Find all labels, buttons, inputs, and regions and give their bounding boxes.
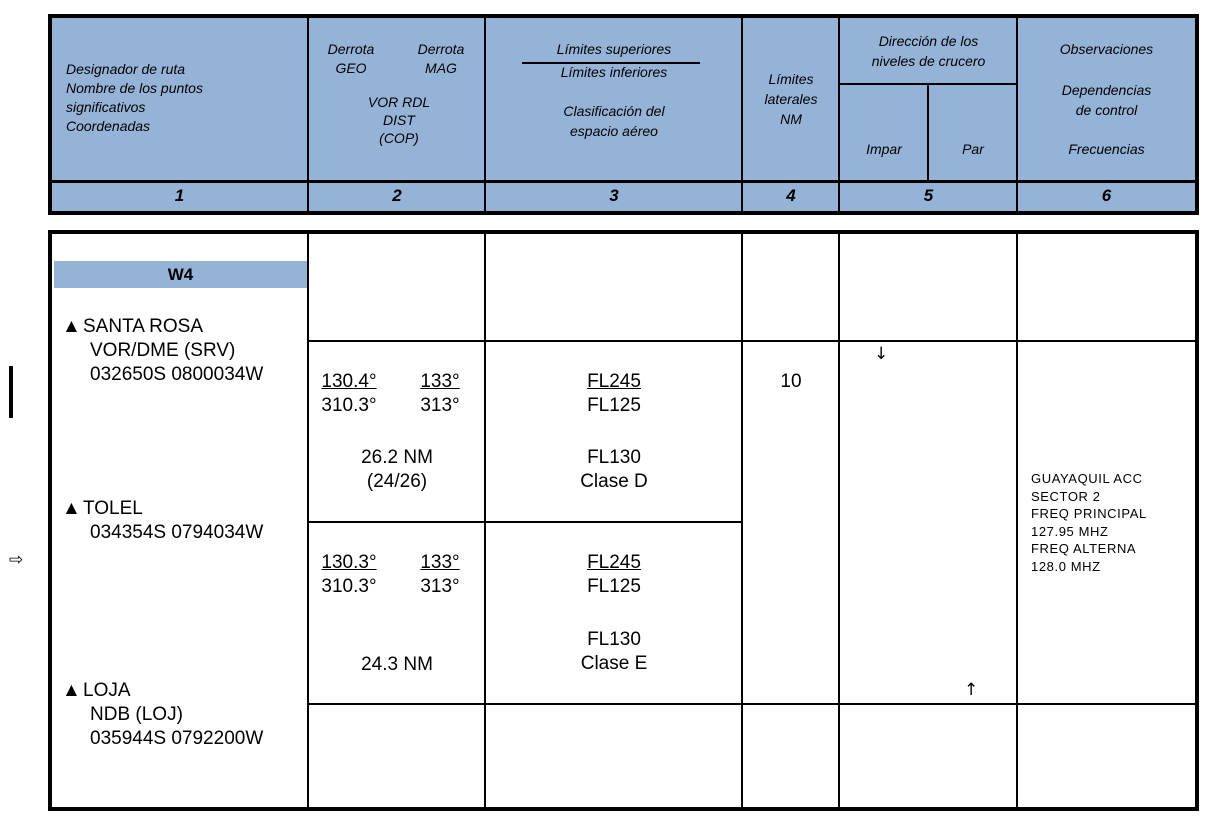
segment1-distance (309, 446, 485, 494)
segment2-geo-track (314, 551, 384, 599)
header-label: Límites (768, 71, 814, 87)
header-odd: Impar (866, 141, 902, 157)
header-derrota-geo (314, 40, 388, 78)
header-label: Dependencias (1061, 82, 1152, 98)
point-name: TOLEL (83, 498, 143, 519)
geo-track-in: 310.3° (321, 395, 377, 416)
divider (1016, 234, 1018, 807)
header-label: Coordenadas (66, 118, 151, 134)
lateral-limits: 10 (780, 371, 802, 392)
point-type: NDB (LOJ) (90, 704, 183, 725)
header-classification (486, 101, 742, 141)
segment2-class (486, 628, 742, 676)
point-name: SANTA ROSA (83, 316, 204, 337)
column-number: 6 (1101, 186, 1112, 205)
geo-track-out: 130.4° (321, 371, 377, 392)
segment2-mag-track (408, 551, 472, 599)
header-label: espacio aéreo (570, 123, 658, 139)
airspace-class: Clase D (580, 471, 648, 492)
triangle-icon: ▲ (62, 316, 81, 337)
remarks (1031, 470, 1147, 575)
min-level: FL130 (587, 629, 641, 650)
airspace-class: Clase E (580, 653, 648, 674)
remark-line: FREQ PRINCIPAL (1031, 506, 1147, 521)
column-number: 3 (609, 186, 619, 205)
arrow-right-icon: ⇨ (9, 550, 24, 570)
upper-limit: FL245 (587, 371, 641, 392)
arrow-up-icon: ↑ (964, 680, 979, 700)
geo-track-in: 310.3° (321, 576, 377, 597)
divider (307, 703, 1195, 705)
header-control-units (1018, 80, 1195, 120)
column-number: 5 (923, 186, 934, 205)
remark-line: GUAYAQUIL ACC (1031, 471, 1143, 486)
point-coords: 032650S 0800034W (90, 364, 264, 385)
header-label: Derrota (327, 41, 375, 57)
header-label: laterales (764, 91, 818, 107)
header-cruise-direction (840, 31, 1017, 71)
header-label: de control (1075, 102, 1138, 118)
header-derrota-mag (404, 40, 478, 78)
point-santa-rosa (62, 315, 263, 387)
route-designator: W4 (54, 261, 307, 288)
divider (307, 340, 1195, 342)
header-label: Derrota (417, 41, 465, 57)
mag-track-out: 133° (420, 371, 460, 392)
mag-track-in: 313° (420, 395, 460, 416)
triangle-icon: ▲ (62, 498, 81, 519)
column-number: 4 (786, 186, 796, 205)
divider (839, 83, 1017, 85)
triangle-icon: ▲ (62, 680, 81, 701)
header-label: (COP) (379, 130, 419, 146)
geo-track-out: 130.3° (321, 552, 377, 573)
header-label: MAG (425, 60, 457, 76)
point-coords: 035944S 0792200W (90, 728, 264, 749)
header-observations: Observaciones (1059, 41, 1154, 57)
header-label: GEO (335, 60, 367, 76)
divider (927, 83, 929, 181)
cop: (24/26) (366, 471, 428, 492)
remark-line: FREQ ALTERNA (1031, 541, 1137, 556)
segment1-class (486, 446, 742, 494)
lower-limit: FL125 (587, 395, 641, 416)
distance: 26.2 NM (361, 447, 433, 468)
header-label: NM (780, 111, 802, 127)
divider (307, 521, 742, 523)
header-label: Dirección de los (878, 33, 979, 49)
header-label: VOR RDL (367, 94, 431, 110)
remark-line: SECTOR 2 (1031, 488, 1101, 504)
point-coords: 034354S 0794034W (90, 522, 264, 543)
mag-track-in: 313° (420, 576, 460, 597)
min-level: FL130 (587, 447, 641, 468)
header-col1 (66, 60, 203, 136)
point-tolel (62, 497, 263, 545)
header-label: Designador de ruta (66, 61, 186, 77)
change-bar (9, 366, 13, 418)
header-vor (314, 93, 484, 147)
header-upper-limits: Límites superiores (556, 41, 672, 57)
column-number: 2 (392, 186, 402, 205)
mag-track-out: 133° (420, 552, 460, 573)
upper-limit: FL245 (587, 552, 641, 573)
remark-line: 128.0 MHZ (1031, 558, 1101, 574)
header-lower-limits: Límites inferiores (560, 64, 668, 80)
header-label: niveles de crucero (871, 53, 986, 69)
header-label: Nombre de los puntos (66, 80, 203, 96)
point-loja (62, 679, 263, 751)
segment2-distance: 24.3 NM (361, 654, 433, 675)
arrow-down-icon: ↓ (874, 344, 889, 364)
divider (838, 234, 840, 807)
segment1-mag-track (408, 370, 472, 418)
segment1-limits (486, 370, 742, 418)
point-name: LOJA (83, 680, 131, 701)
header-label: Clasificación del (563, 103, 665, 119)
segment1-geo-track (314, 370, 384, 418)
remark-line: 127.95 MHZ (1031, 523, 1109, 539)
header-even: Par (962, 141, 984, 157)
header-frequencies: Frecuencias (1068, 141, 1145, 157)
column-number: 1 (174, 186, 185, 205)
point-type: VOR/DME (SRV) (90, 340, 236, 361)
header-label: DIST (383, 112, 415, 128)
header-label: significativos (66, 99, 146, 115)
header-lateral-limits (743, 69, 839, 129)
segment2-limits (486, 551, 742, 599)
lower-limit: FL125 (587, 576, 641, 597)
